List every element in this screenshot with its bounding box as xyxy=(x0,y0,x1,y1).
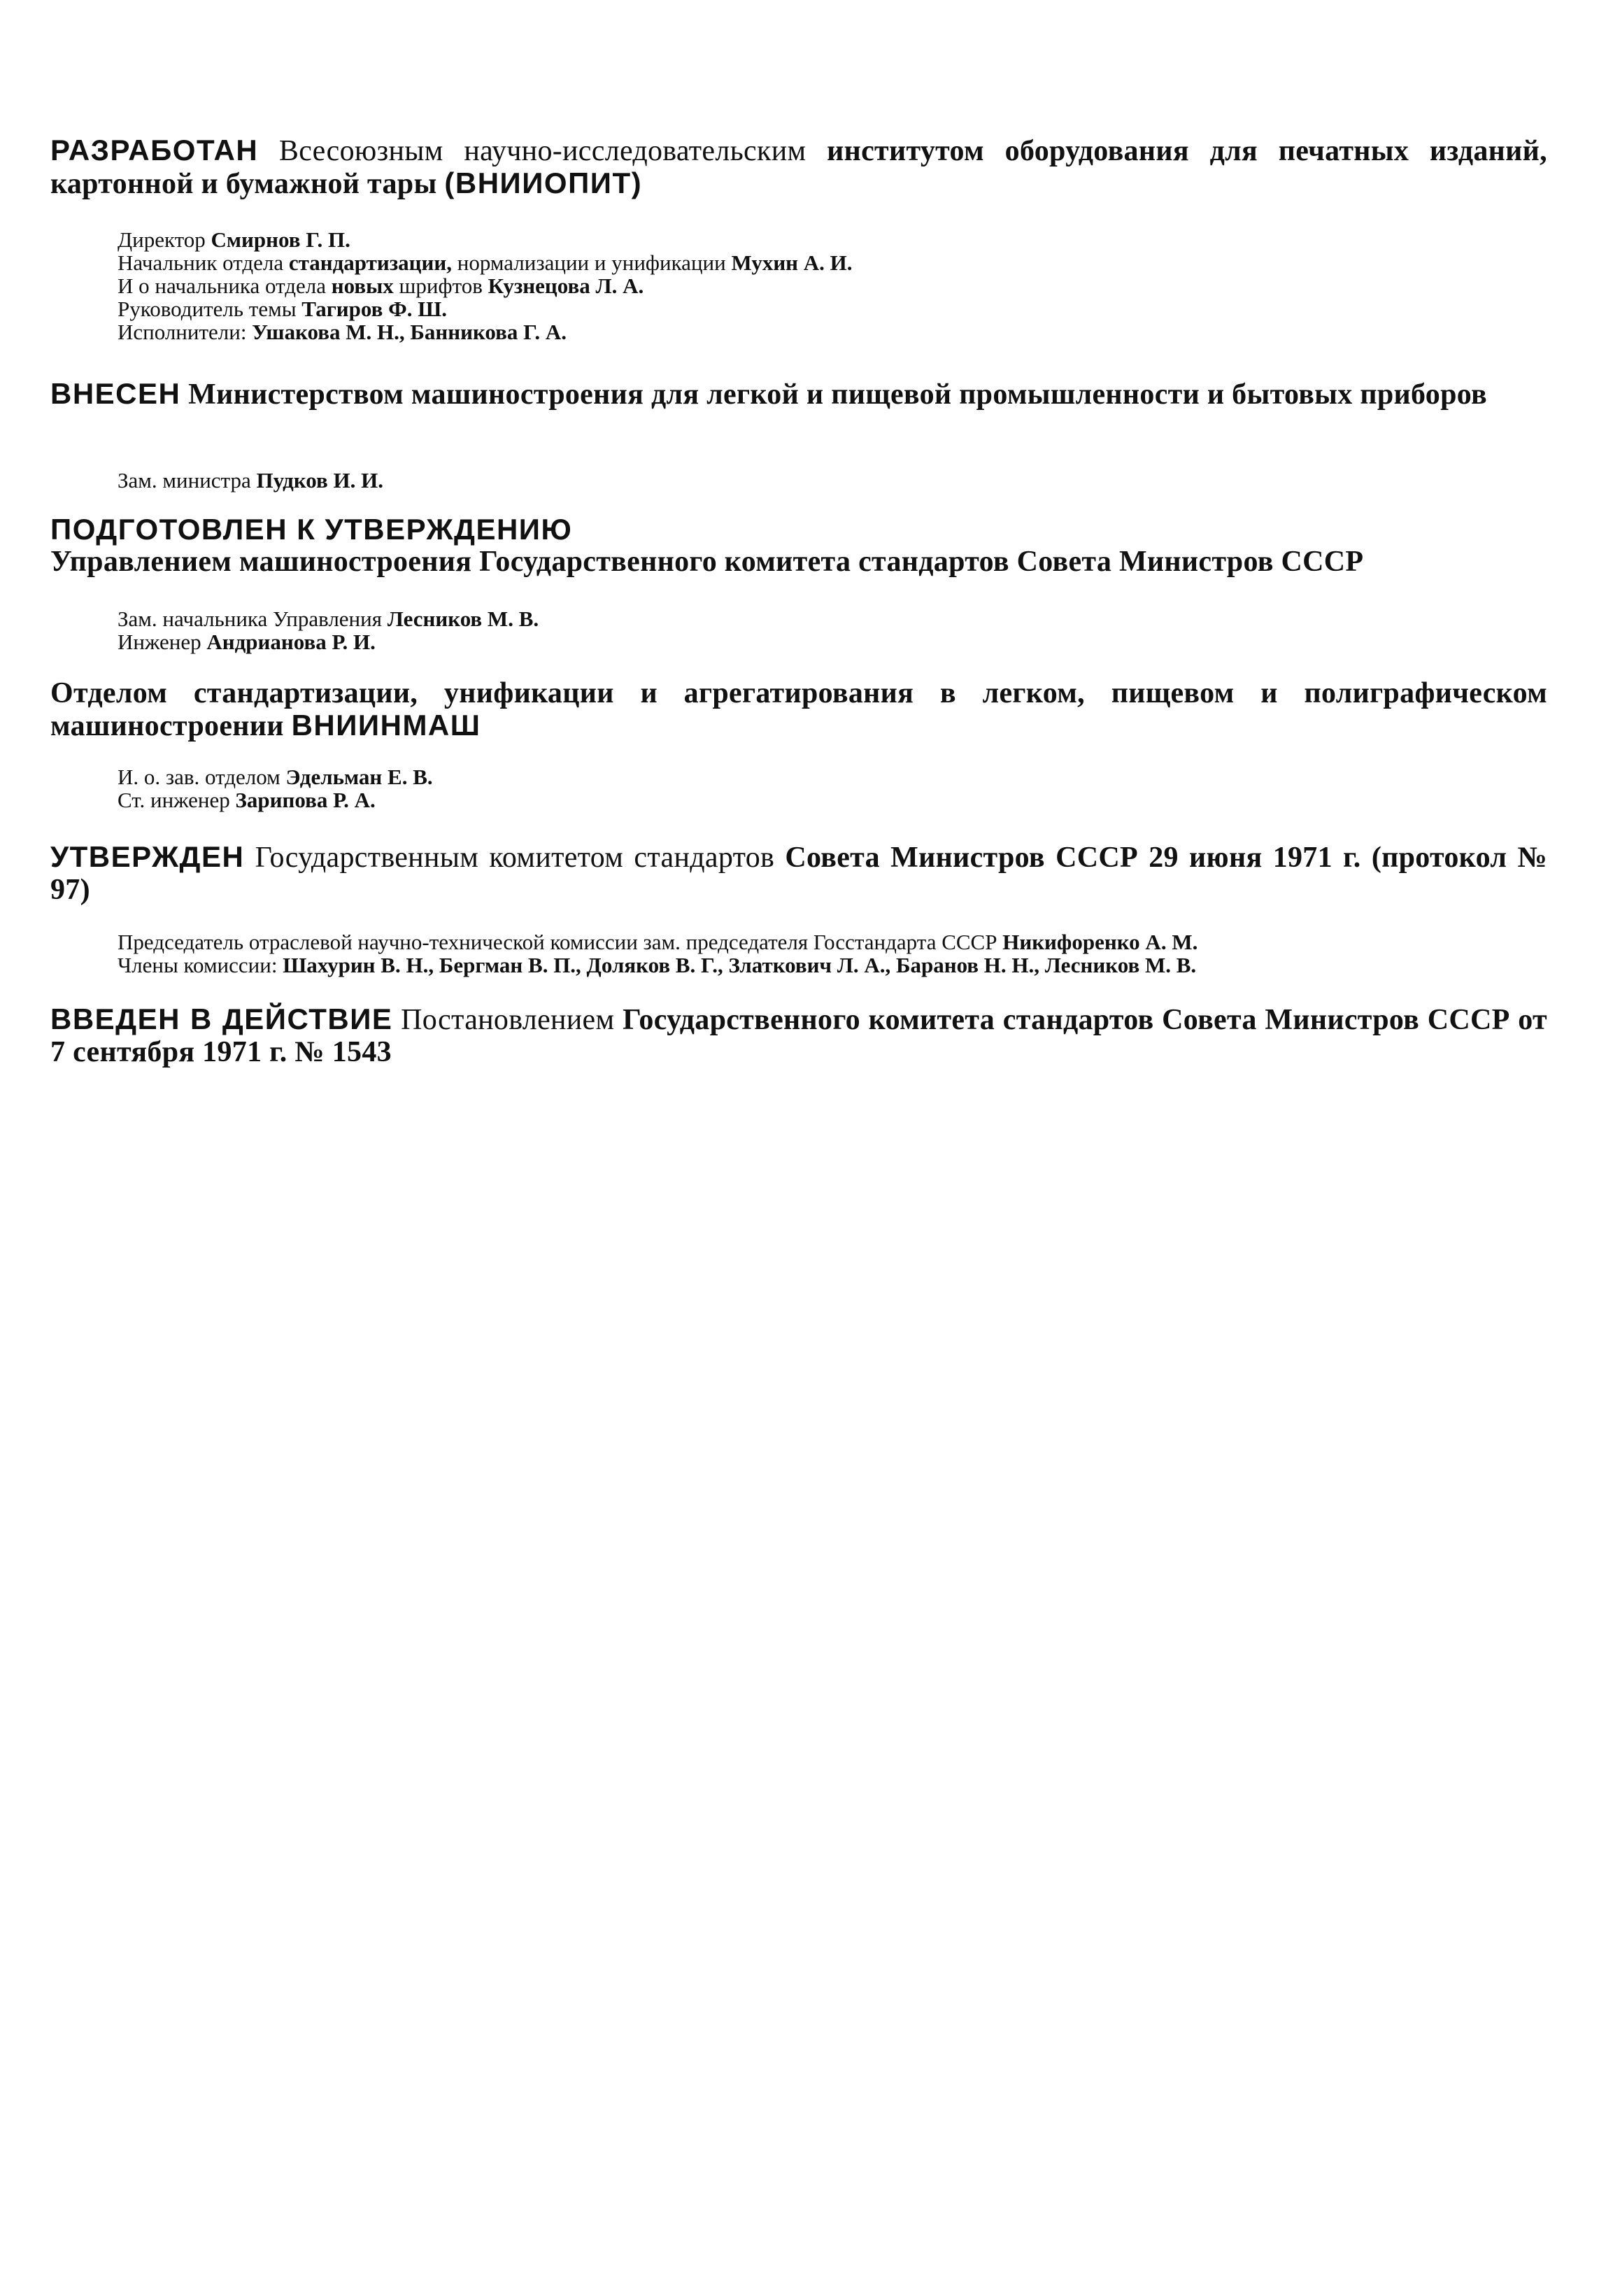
keyword-vnesen: ВНЕСЕН xyxy=(50,377,181,410)
person-row xyxy=(118,320,1558,343)
person-name: стандартизации, xyxy=(288,250,452,275)
keyword-vveden: ВВЕДЕН В ДЕЙСТВИЕ xyxy=(50,1002,393,1035)
person-name: Пудков И. И. xyxy=(256,468,383,492)
chairman-role: Председатель отраслевой научно-технической комиссии зам. председателя Госстандарта СССР xyxy=(118,930,997,954)
person-name: Тагиров Ф. Ш. xyxy=(301,297,448,321)
person-name: Смирнов Г. П. xyxy=(211,227,350,252)
vnesen-people xyxy=(118,469,1558,492)
person-name: Зарипова Р. А. xyxy=(235,788,376,812)
org-abbreviation: (ВНИИОПИТ) xyxy=(444,166,643,199)
podgotovlen-text: Управлением машиностроения Государственного комитета стандартов Совета Министров СССР xyxy=(50,546,1364,578)
utverzhden-text-plain: Государственным комитетом стандартов xyxy=(255,842,775,874)
person-role: И о начальника отдела xyxy=(118,274,326,298)
podgotovlen-people xyxy=(118,607,1558,653)
chairman-name: Никифоренко А. М. xyxy=(1002,930,1198,954)
vveden-text-plain: Постановлением xyxy=(401,1004,615,1036)
person-role: Директор xyxy=(118,227,206,252)
person-role: Инженер xyxy=(118,630,201,654)
section-vveden xyxy=(50,1003,1547,1068)
vveden-text-bold: Государственного комитета стандартов Совета Министров СССР от 7 сентября 1971 г. № 1543 xyxy=(50,1004,1547,1068)
person-row xyxy=(118,251,1558,274)
person-role: Начальник отдела xyxy=(118,250,284,275)
person-role-continued: шрифтов xyxy=(399,274,483,298)
person-name: Ушакова М. Н., Банникова Г. А. xyxy=(252,320,567,344)
person-name-continued: Мухин А. И. xyxy=(731,250,853,275)
razrabotan-people xyxy=(118,228,1558,343)
person-row xyxy=(118,765,1558,788)
chairman-row xyxy=(118,930,1558,954)
section-otdelom xyxy=(50,677,1547,742)
members-role: Члены комиссии: xyxy=(118,953,278,977)
person-row xyxy=(118,788,1558,812)
person-row xyxy=(118,630,1558,653)
section-razrabotan xyxy=(50,134,1547,200)
person-row xyxy=(118,274,1558,297)
members-names: Шахурин В. Н., Бергман В. П., Доляков В. Г., Златкович Л. А., Баранов Н. Н., Лесников М. В. xyxy=(283,953,1197,977)
org-name-bold: институтом оборудования для печатных изданий, картонной и бумажной тары xyxy=(50,135,1547,200)
person-name: новых xyxy=(331,274,394,298)
person-role-continued: нормализации и унификации xyxy=(457,250,726,275)
person-role: И. о. зав. отделом xyxy=(118,765,280,789)
org-name-plain: Всесоюзным научно-исследовательским xyxy=(278,135,806,167)
person-row xyxy=(118,469,1558,492)
vnesen-text: Министерством машиностроения для легкой и пищевой промышленности и бытовых приборов xyxy=(188,378,1487,411)
section-vnesen xyxy=(50,378,1547,411)
person-name: Лесников М. В. xyxy=(387,607,539,631)
person-row xyxy=(118,297,1558,320)
person-role: Зам. начальника Управления xyxy=(118,607,382,631)
otdelom-people xyxy=(118,765,1558,812)
person-name: Андрианова Р. И. xyxy=(206,630,376,654)
utverzhden-text-bold: Совета Министров СССР 29 июня 1971 г. (протокол № 97) xyxy=(50,842,1547,906)
person-role: Зам. министра xyxy=(118,468,251,492)
section-utverzhden xyxy=(50,841,1547,906)
keyword-utverzhden: УТВЕРЖДЕН xyxy=(50,840,245,873)
person-role: Исполнители: xyxy=(118,320,247,344)
keyword-razrabotan: РАЗРАБОТАН xyxy=(50,134,259,166)
person-role: Ст. инженер xyxy=(118,788,230,812)
members-row xyxy=(118,954,1558,977)
otdelom-text: Отделом стандартизации, унификации и агрегатирования в легком, пищевом и полиграфическом машиностроении xyxy=(50,677,1547,742)
person-row xyxy=(118,228,1558,251)
person-name: Эдельман Е. В. xyxy=(285,765,433,789)
utverzhden-commission xyxy=(118,930,1558,977)
otdelom-abbreviation: ВНИИНМАШ xyxy=(291,709,481,742)
person-name-continued: Кузнецова Л. А. xyxy=(488,274,644,298)
section-podgotovlen xyxy=(50,513,1547,578)
person-row xyxy=(118,607,1558,630)
keyword-podgotovlen: ПОДГОТОВЛЕН К УТВЕРЖДЕНИЮ xyxy=(50,513,573,546)
person-role: Руководитель темы xyxy=(118,297,297,321)
